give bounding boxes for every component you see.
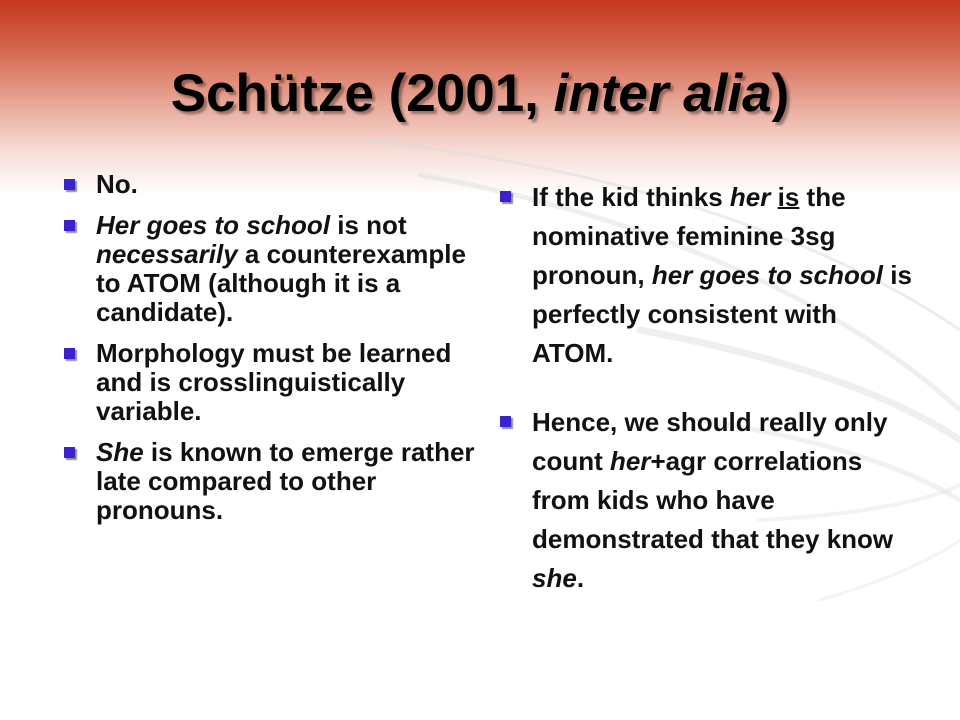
right-bullet-1: [500, 178, 920, 373]
bullet-text: a counterexample to ATOM (although it is a candidate).: [96, 239, 466, 327]
right-bullet-list: [500, 178, 920, 598]
bullet-text: Hence, we should really only count: [532, 407, 888, 476]
left-bullet-2: [64, 211, 484, 327]
italic-text: her: [729, 182, 771, 212]
title-italic: inter alia: [553, 64, 772, 123]
italic-text: her: [610, 446, 651, 476]
italic-text: She: [96, 437, 144, 467]
square-bullet-icon: [500, 416, 511, 427]
bullet-text: [770, 182, 777, 212]
square-bullet-icon: [64, 220, 75, 231]
title-close: ): [771, 64, 790, 123]
square-bullet-icon: [64, 447, 75, 458]
left-bullet-list: [64, 170, 484, 537]
square-bullet-icon: [64, 348, 75, 359]
bullet-text: Morphology must be learned and is crosslinguistically variable.: [96, 338, 452, 426]
left-bullet-3: [64, 339, 484, 426]
underlined-text: is: [777, 182, 800, 212]
left-bullet-1: [64, 170, 484, 199]
bullet-text: is not: [330, 210, 407, 240]
right-bullet-2: [500, 403, 920, 598]
bullet-text: .: [576, 563, 585, 593]
square-bullet-icon: [500, 191, 511, 202]
bullet-text: the nominative feminine 3sg pronoun,: [532, 182, 846, 290]
title-text: Schütze (2001,: [170, 64, 554, 123]
bullet-text: If the kid thinks: [532, 182, 730, 212]
italic-text: she: [532, 563, 577, 593]
slide-title: [0, 58, 960, 130]
bullet-text: is known to emerge rather late compared to other pronouns.: [96, 437, 475, 525]
bullet-text: is perfectly consistent with ATOM.: [532, 260, 912, 368]
italic-text: necessarily: [96, 239, 238, 269]
square-bullet-icon: [64, 179, 75, 190]
bullet-text: +agr correlations from kids who have demonstrated that they know: [532, 446, 894, 554]
italic-text: her goes to school: [651, 260, 884, 290]
italic-text: Her goes to school: [96, 210, 331, 240]
bullet-text: No.: [96, 169, 138, 199]
left-bullet-4: [64, 438, 484, 525]
